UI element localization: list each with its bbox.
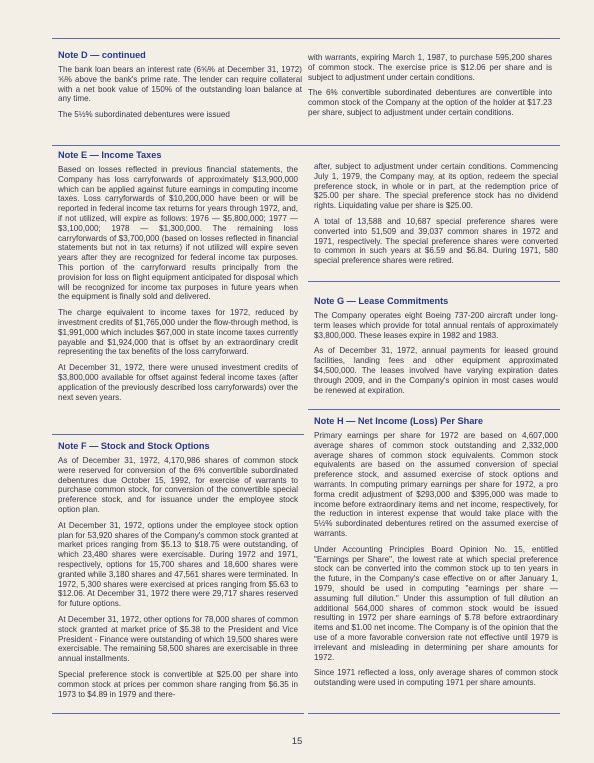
note-f-paragraph: Special preference stock is convertible at $25.00 per share into common stock at prices per common share ranging from $6.35 in 1973 to $4.89 in 1979 and there- <box>58 669 298 699</box>
note-d-continued: with warrants, expiring March 1, 1987, to purchase 595,200 shares of common stock. The exercise price is $12.06 per share and is subject to adjustment under certain conditions. <box>308 53 552 82</box>
note-d-right <box>308 53 552 124</box>
note-e-paragraph: Based on losses reflected in previous financial statements, the Company has loss carryforwards of approximately $13,900,000 which can be applied against future earnings in computing income taxes. Loss carryforwards of $10,200,000 have been or will be reported in federal income tax returns for years through 1972, and, if not utilized, will expire as follows: 1976 — $5,800,000; 1977 — $3,100,000; 1978 — $1,300,000. The remaining loss carryforwards of $3,700,000 (based on losses reflected in financial statements but not in tax returns) if not utilized will expire seven years after they are recognized for federal income tax purposes. This portion of the carryforward results principally from the provision for loss on flight equipment anticipated for disposal which will be recognized for income tax purposes in future years when the equipment is finally sold and delivered. <box>58 165 298 302</box>
note-d-paragraph: The 5½% subordinated debentures were issued <box>58 110 230 120</box>
note-d-title: Note D — continued <box>58 50 146 60</box>
note-g-content <box>314 296 558 401</box>
note-e-content <box>58 150 298 408</box>
note-d-left <box>58 50 302 126</box>
note-e-paragraph: The charge equivalent to income taxes for 1972, reduced by investment credits of $1,765,000 under the flow-through method, is $1,991,000 which includes $67,000 in state income taxes currently payable and $1,924,000 that is offset by an extraordinary credit representing the tax benefits of the loss carryforward. <box>58 308 298 357</box>
note-f-continued: after, subject to adjustment under certain conditions. Commencing July 1, 1979, the Company may, at its option, redeem the special preference stock, in whole or in part, at the redemption price of $25.00 per share. The special preference stock has no dividend rights. Liquidating value per share is $25.00. <box>314 162 558 211</box>
note-h-title: Note H — Net Income (Loss) Per Share <box>314 416 483 426</box>
note-f-continued-box <box>308 145 560 280</box>
note-h-box <box>308 409 560 714</box>
note-d-continued: The 6% convertible subordinated debentures are convertible into common stock of the Company at the option of the holder at $17.23 per share, subject to adjustment under certain conditions. <box>308 88 552 117</box>
note-h-paragraph: Primary earnings per share for 1972 are based on 4,607,000 average shares of common stock outstanding and 2,332,000 average shares of common stock equivalents. Common stock equivalents are based on the assumed conversion of special preference stock, and assumed exercise of stock options and warrants. In computing primary earnings per share for 1972, a pro forma credit adjustment of $293,000 and $395,000 was made to income before extraordinary items and net income, respectively, for the reduction in interest expense that would take place with the 5½% subordinated debentures retired on the assumed exercise of warrants. <box>314 431 558 538</box>
note-h-paragraph: Since 1971 reflected a loss, only average shares of common stock outstanding were used in computing 1971 per share amounts. <box>314 668 558 688</box>
note-e-paragraph: At December 31, 1972, there were unused investment credits of $3,800,000 available for offset against federal income taxes (after application of the previously described loss carryforwards) over the next seven years. <box>58 363 298 402</box>
page-number: 15 <box>291 736 303 747</box>
note-d-box <box>52 38 560 146</box>
note-f-box <box>52 434 304 714</box>
note-g-paragraph: The Company operates eight Boeing 737-200 aircraft under long-term leases which provide for total annual rentals of approximately $3,800,000. These leases expire in 1982 and 1983. <box>314 311 558 340</box>
note-g-box <box>308 281 560 409</box>
note-e-box <box>52 145 304 433</box>
note-g-title: Note G — Lease Commitments <box>314 296 449 306</box>
note-f-paragraph: As of December 31, 1972, 4,170,986 shares of common stock were reserved for conversion of the 6% convertible subordinated debentures due October 15, 1992, for exercise of warrants to purchase common stock, for conversion of the convertible special preference stock, and for issuance under the employee stock option plan. <box>58 456 298 514</box>
note-e-title: Note E — Income Taxes <box>58 150 162 160</box>
note-f-paragraph: At December 31, 1972, other options for 78,000 shares of common stock granted at market price of $5.38 to the President and Vice President - Finance were outstanding of which 19,500 shares were exercisable. The remaining 58,500 shares are exercisable in three annual installments. <box>58 614 298 664</box>
note-f-title: Note F — Stock and Stock Options <box>58 441 210 451</box>
note-f-content <box>58 441 298 705</box>
note-d-paragraph: The bank loan bears an interest rate (6⅝% at December 31, 1972) ⅝% above the bank's prime rate. The lender can require collateral with a net book value of 150% of the outstanding loan balance at any time. <box>58 65 302 104</box>
note-f-continued-content <box>314 162 558 272</box>
note-g-paragraph: As of December 31, 1972, annual payments for leased ground facilities, landing fees and other equipment approximated $4,500,000. The leases involved have varying expiration dates through 2009, and in the Company's opinion in most cases would be renewed at expiration. <box>314 346 558 395</box>
note-h-content <box>314 416 558 694</box>
note-h-paragraph: Under Accounting Principles Board Opinion No. 15, entitled "Earnings per Share", the lowest rate at which special preference stock can be converted into the common stock up to ten years in the future, in the Company's case effective on or after January 1, 1979, should be used in computing "earnings per share — assuming full dilution." Under this assumption of full dilution an additional 564,000 shares of common stock would be issued resulting in 1972 per share earnings of $.78 before extraordinary items and $1.00 net income. The Company is of the opinion that the use of a more favorable conversion rate not effective until 1979 is irrelevant and misleading in determining per share amounts for 1972. <box>314 544 558 662</box>
note-f-continued: A total of 13,588 and 10,687 special preference shares were converted into 51,509 and 39,037 common shares in 1972 and 1971, respectively. The special preference shares were converted to common in such years at $6.59 and $6.84. During 1971, 580 special preference shares were retired. <box>314 216 558 266</box>
note-f-paragraph: At December 31, 1972, options under the employee stock option plan for 53,920 shares of the Company's common stock granted at market prices ranging from $5.13 to $18.75 were outstanding, of which 23,480 shares were exercisable. During 1972 and 1971, respectively, options for 15,700 shares and 18,600 shares were granted while 3,180 shares and 47,561 shares were terminated. In 1972, 5,300 shares were exercised at prices ranging from $5.63 to $12.06. At December 31, 1972 there were 29,717 shares reserved for future options. <box>58 520 298 609</box>
